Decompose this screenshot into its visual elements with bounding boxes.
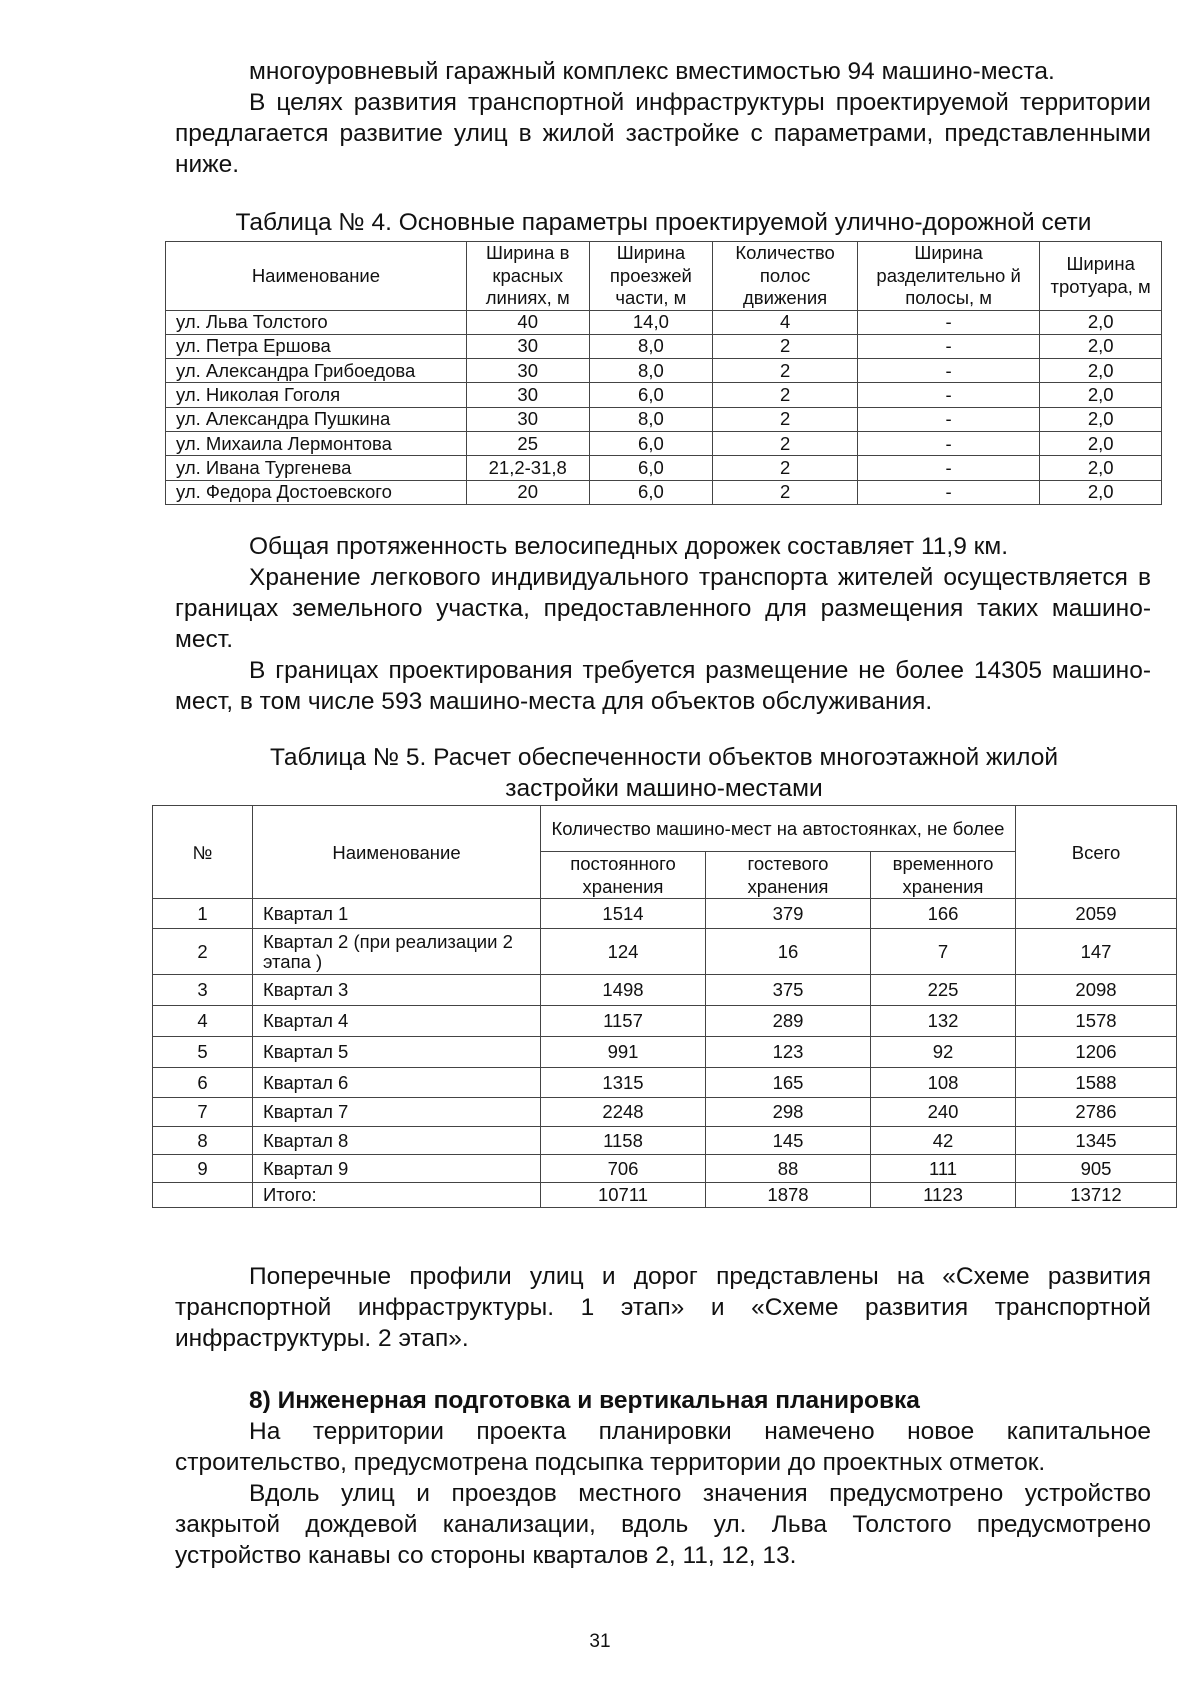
- guest-storage-cell: 289: [706, 1006, 871, 1037]
- red-lines-width-cell: 30: [466, 359, 589, 383]
- divider-width-cell: -: [857, 310, 1039, 334]
- table-row: [166, 383, 1162, 407]
- guest-storage-cell: 145: [706, 1127, 871, 1155]
- red-lines-width-cell: 30: [466, 407, 589, 431]
- total-cell: 2059: [1016, 899, 1177, 929]
- temporary-storage-cell: 225: [871, 975, 1016, 1006]
- guest-storage-cell: 1878: [706, 1183, 871, 1208]
- total-cell: 2098: [1016, 975, 1177, 1006]
- red-lines-width-cell: 21,2-31,8: [466, 456, 589, 480]
- paragraph-drainage: Вдоль улиц и проездов местного значения предусмотрено устройство закрытой дождевой канализации, вдоль ул. Льва Толстого предусмотрено устройство канавы со стороны кварталов 2, 11, 12, 13.: [175, 1480, 1151, 1569]
- permanent-storage-cell: 1315: [541, 1068, 706, 1098]
- number-cell: 4: [153, 1006, 253, 1037]
- red-lines-width-cell: 30: [466, 334, 589, 358]
- header-guest-storage: гостевого хранения: [706, 852, 871, 899]
- table-row: [166, 431, 1162, 455]
- paragraph-cross-sections: Поперечные профили улиц и дорог представлены на «Схеме развития транспортной инфраструктуры. 1 этап» и «Схеме развития транспортной инфраструктуры. 2 этап».: [175, 1263, 1151, 1352]
- header-permanent-storage: постоянного хранения: [541, 852, 706, 899]
- roadway-width-cell: 8,0: [589, 359, 713, 383]
- guest-storage-cell: 16: [706, 929, 871, 975]
- section-heading: 8) Инженерная подготовка и вертикальная планировка: [249, 1387, 920, 1414]
- table-row: [153, 1006, 1177, 1037]
- table-row: [153, 1098, 1177, 1127]
- number-cell: 7: [153, 1098, 253, 1127]
- header-name: Наименование: [253, 806, 541, 899]
- permanent-storage-cell: 2248: [541, 1098, 706, 1127]
- divider-width-cell: -: [857, 383, 1039, 407]
- temporary-storage-cell: 92: [871, 1037, 1016, 1068]
- total-cell: 1345: [1016, 1127, 1177, 1155]
- lanes-count-cell: 2: [713, 359, 858, 383]
- divider-width-cell: -: [857, 456, 1039, 480]
- street-name-cell: ул. Ивана Тургенева: [166, 456, 467, 480]
- table-row: [153, 1037, 1177, 1068]
- roadway-width-cell: 6,0: [589, 480, 713, 504]
- paragraph-intro-end: многоуровневый гаражный комплекс вместимостью 94 машино-места.: [249, 58, 1055, 85]
- total-cell: 1206: [1016, 1037, 1177, 1068]
- temporary-storage-cell: 166: [871, 899, 1016, 929]
- lanes-count-cell: 4: [713, 310, 858, 334]
- total-cell: 13712: [1016, 1183, 1177, 1208]
- table-header-row: [153, 806, 1177, 852]
- sidewalk-width-cell: 2,0: [1040, 480, 1162, 504]
- temporary-storage-cell: 111: [871, 1155, 1016, 1183]
- street-name-cell: ул. Федора Достоевского: [166, 480, 467, 504]
- table-row: [153, 1068, 1177, 1098]
- lanes-count-cell: 2: [713, 480, 858, 504]
- lanes-count-cell: 2: [713, 407, 858, 431]
- street-network-table: [165, 241, 1162, 505]
- table-header-row: [166, 242, 1162, 311]
- temporary-storage-cell: 7: [871, 929, 1016, 975]
- header-name: Наименование: [166, 242, 467, 311]
- roadway-width-cell: 6,0: [589, 431, 713, 455]
- sidewalk-width-cell: 2,0: [1040, 407, 1162, 431]
- divider-width-cell: -: [857, 334, 1039, 358]
- roadway-width-cell: 6,0: [589, 383, 713, 407]
- number-cell: [153, 1183, 253, 1208]
- permanent-storage-cell: 124: [541, 929, 706, 975]
- number-cell: 3: [153, 975, 253, 1006]
- number-cell: 8: [153, 1127, 253, 1155]
- table5-caption-line2: застройки машино-местами: [505, 775, 823, 802]
- header-roadway-width: Ширина проезжей части, м: [589, 242, 713, 311]
- roadway-width-cell: 6,0: [589, 456, 713, 480]
- table-row: [153, 1183, 1177, 1208]
- roadway-width-cell: 8,0: [589, 334, 713, 358]
- sidewalk-width-cell: 2,0: [1040, 456, 1162, 480]
- header-number: №: [153, 806, 253, 899]
- lanes-count-cell: 2: [713, 456, 858, 480]
- table-row: [166, 456, 1162, 480]
- quarter-name-cell: Квартал 3: [253, 975, 541, 1006]
- number-cell: 1: [153, 899, 253, 929]
- header-parking-spaces-group: Количество машино-мест на автостоянках, не более: [541, 806, 1016, 852]
- quarter-name-cell: Квартал 4: [253, 1006, 541, 1037]
- roadway-width-cell: 14,0: [589, 310, 713, 334]
- quarter-name-cell: Квартал 6: [253, 1068, 541, 1098]
- red-lines-width-cell: 30: [466, 383, 589, 407]
- page-number: 31: [589, 1631, 611, 1652]
- red-lines-width-cell: 40: [466, 310, 589, 334]
- quarter-name-cell: Квартал 8: [253, 1127, 541, 1155]
- street-name-cell: ул. Александра Пушкина: [166, 407, 467, 431]
- temporary-storage-cell: 132: [871, 1006, 1016, 1037]
- divider-width-cell: -: [857, 407, 1039, 431]
- permanent-storage-cell: 1157: [541, 1006, 706, 1037]
- permanent-storage-cell: 10711: [541, 1183, 706, 1208]
- permanent-storage-cell: 991: [541, 1037, 706, 1068]
- street-name-cell: ул. Петра Ершова: [166, 334, 467, 358]
- divider-width-cell: -: [857, 431, 1039, 455]
- total-cell: 1578: [1016, 1006, 1177, 1037]
- sidewalk-width-cell: 2,0: [1040, 431, 1162, 455]
- paragraph-private-transport: Хранение легкового индивидуального транспорта жителей осуществляется в границах земельного участка, предоставленного для размещения таких машино-мест.: [175, 564, 1151, 653]
- table-row: [166, 480, 1162, 504]
- divider-width-cell: -: [857, 480, 1039, 504]
- divider-width-cell: -: [857, 359, 1039, 383]
- guest-storage-cell: 379: [706, 899, 871, 929]
- total-cell: 147: [1016, 929, 1177, 975]
- temporary-storage-cell: 108: [871, 1068, 1016, 1098]
- header-divider-width: Ширина разделительно й полосы, м: [857, 242, 1039, 311]
- table-row: [153, 975, 1177, 1006]
- red-lines-width-cell: 25: [466, 431, 589, 455]
- number-cell: 9: [153, 1155, 253, 1183]
- table4-caption: Таблица № 4. Основные параметры проектируемой улично-дорожной сети: [235, 209, 1092, 236]
- street-name-cell: ул. Александра Грибоедова: [166, 359, 467, 383]
- temporary-storage-cell: 240: [871, 1098, 1016, 1127]
- guest-storage-cell: 375: [706, 975, 871, 1006]
- temporary-storage-cell: 1123: [871, 1183, 1016, 1208]
- sidewalk-width-cell: 2,0: [1040, 310, 1162, 334]
- header-sidewalk-width: Ширина тротуара, м: [1040, 242, 1162, 311]
- number-cell: 5: [153, 1037, 253, 1068]
- table-row: [153, 929, 1177, 975]
- number-cell: 2: [153, 929, 253, 975]
- permanent-storage-cell: 706: [541, 1155, 706, 1183]
- permanent-storage-cell: 1158: [541, 1127, 706, 1155]
- table-row: [153, 899, 1177, 929]
- lanes-count-cell: 2: [713, 431, 858, 455]
- number-cell: 6: [153, 1068, 253, 1098]
- sidewalk-width-cell: 2,0: [1040, 359, 1162, 383]
- total-cell: 905: [1016, 1155, 1177, 1183]
- sidewalk-width-cell: 2,0: [1040, 334, 1162, 358]
- street-name-cell: ул. Михаила Лермонтова: [166, 431, 467, 455]
- street-name-cell: ул. Николая Гоголя: [166, 383, 467, 407]
- street-name-cell: ул. Льва Толстого: [166, 310, 467, 334]
- roadway-width-cell: 8,0: [589, 407, 713, 431]
- paragraph-bike-paths: Общая протяженность велосипедных дорожек составляет 11,9 км.: [249, 533, 1008, 560]
- guest-storage-cell: 298: [706, 1098, 871, 1127]
- quarter-name-cell: Квартал 5: [253, 1037, 541, 1068]
- permanent-storage-cell: 1514: [541, 899, 706, 929]
- permanent-storage-cell: 1498: [541, 975, 706, 1006]
- header-temporary-storage: временного хранения: [871, 852, 1016, 899]
- paragraph-parking-requirement: В границах проектирования требуется размещение не более 14305 машино-мест, в том числе 593 машино-места для объектов обслуживания.: [175, 657, 1151, 715]
- total-cell: 2786: [1016, 1098, 1177, 1127]
- header-red-lines-width: Ширина в красных линиях, м: [466, 242, 589, 311]
- table-row: [153, 1127, 1177, 1155]
- quarter-name-cell: Квартал 9: [253, 1155, 541, 1183]
- table-row: [166, 407, 1162, 431]
- paragraph-construction: На территории проекта планировки намечено новое капитальное строительство, предусмотрена подсыпка территории до проектных отметок.: [175, 1418, 1151, 1476]
- lanes-count-cell: 2: [713, 383, 858, 407]
- quarter-name-cell: Квартал 1: [253, 899, 541, 929]
- parking-provision-table: [152, 805, 1177, 1208]
- guest-storage-cell: 165: [706, 1068, 871, 1098]
- quarter-name-cell: Квартал 7: [253, 1098, 541, 1127]
- guest-storage-cell: 88: [706, 1155, 871, 1183]
- temporary-storage-cell: 42: [871, 1127, 1016, 1155]
- paragraph-streets-development: В целях развития транспортной инфраструктуры проектируемой территории предлагается развитие улиц в жилой застройке с параметрами, представленными ниже.: [175, 89, 1151, 178]
- quarter-name-cell: Квартал 2 (при реализации 2 этапа ): [253, 929, 541, 975]
- header-lanes-count: Количество полос движения: [713, 242, 858, 311]
- lanes-count-cell: 2: [713, 334, 858, 358]
- table-row: [166, 359, 1162, 383]
- total-cell: 1588: [1016, 1068, 1177, 1098]
- table-row: [153, 1155, 1177, 1183]
- header-total: Всего: [1016, 806, 1177, 899]
- table-row: [166, 310, 1162, 334]
- red-lines-width-cell: 20: [466, 480, 589, 504]
- guest-storage-cell: 123: [706, 1037, 871, 1068]
- sidewalk-width-cell: 2,0: [1040, 383, 1162, 407]
- table5-caption-line1: Таблица № 5. Расчет обеспеченности объектов многоэтажной жилой: [269, 744, 1059, 771]
- quarter-name-cell: Итого:: [253, 1183, 541, 1208]
- table-row: [166, 334, 1162, 358]
